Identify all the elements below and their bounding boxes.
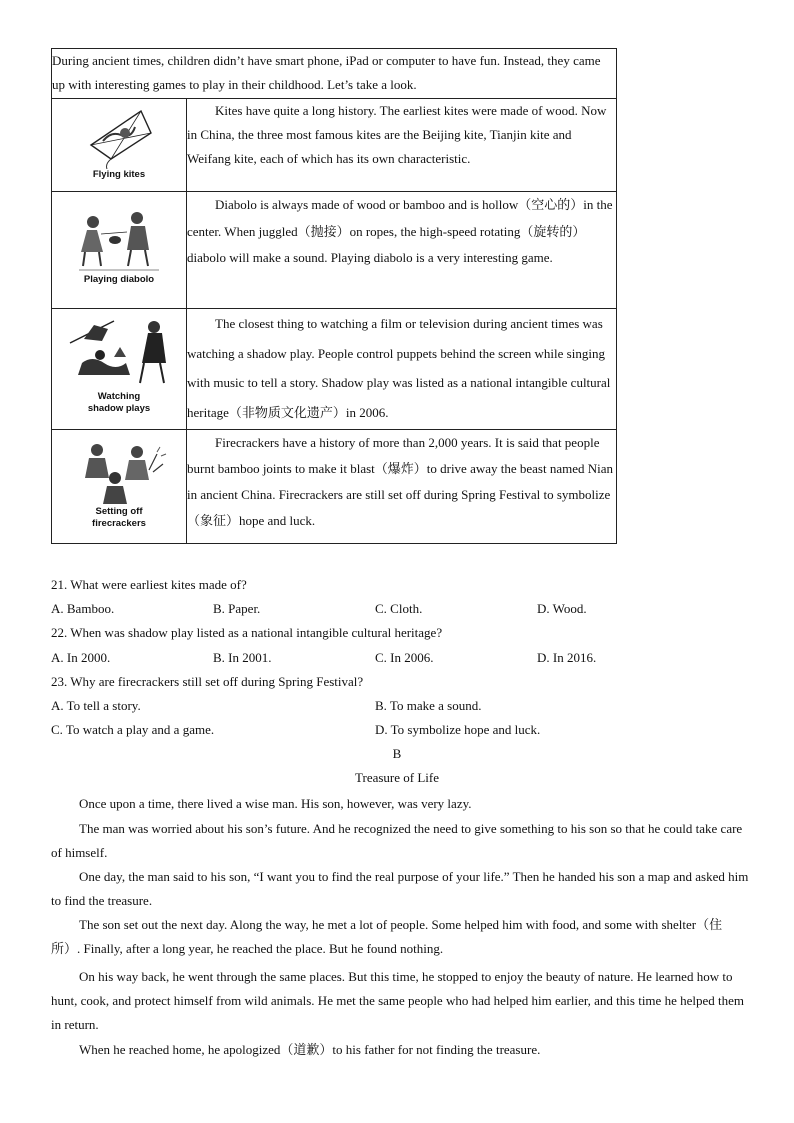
q23-option-c[interactable]: C. To watch a play and a game. (51, 722, 215, 737)
shadow-play-illustration (64, 317, 174, 391)
kite-picture-cell (52, 99, 187, 192)
q23-option-d[interactable]: D. To symbolize hope and luck. (375, 722, 541, 737)
q22-option-a[interactable]: A. In 2000. (51, 650, 111, 665)
shadow-play-caption-text: Watching shadow plays (87, 391, 151, 414)
intro-text: During ancient times, children didn’t have smart phone, iPad or computer to have fun. Instead, they came up with interesting games to play in their childhood. Let’s take a look. (52, 49, 617, 99)
q23-option-a[interactable]: A. To tell a story. (51, 698, 141, 713)
kite-illustration (81, 105, 157, 169)
firecracker-caption (52, 506, 186, 530)
question-22: 22. When was shadow play listed as a national intangible cultural heritage? (51, 625, 443, 640)
firecracker-caption-text: Setting off firecrackers (92, 506, 146, 529)
paragraph-5: On his way back, he went through the same places. But this time, he stopped to enjoy the beauty of nature. He learned how to hunt, cook, and protect himself from wild animals. He met the same people who had helped him earlier, and this time he helped them in return. (51, 969, 744, 1032)
paragraph-6: When he reached home, he apologized（道歉）to his father for not finding the treasure. (79, 1042, 541, 1057)
diabolo-text: Diabolo is always made of wood or bamboo and is hollow（空心的）in the center. When juggled（抛接）on ropes, the high-speed rotating（旋转的）diabolo will make a sound. Playing diabolo is a very interesting game. (187, 192, 617, 309)
paragraph-4: The son set out the next day. Along the way, he met a lot of people. Some helped him with food, and some with shelter（住所）. Finally, after a long year, he reached the place. But he found nothing. (51, 917, 723, 956)
paragraph-2: The man was worried about his son’s future. And he recognized the need to give something to his son so that he could take care of himself. (51, 821, 743, 860)
paragraph-3: One day, the man said to his son, “I want you to find the real purpose of your life.” Then he handed his son a map and asked him to find the treasure. (51, 869, 749, 908)
q21-option-a[interactable]: A. Bamboo. (51, 601, 115, 616)
firecracker-picture-cell (52, 430, 187, 544)
firecracker-text: Firecrackers have a history of more than 2,000 years. It is said that people burnt bamboo joints to make it blast（爆炸）to drive away the beast named Nian in ancient China. Firecrackers are still set off during Spring Festival to symbolize（象征）hope and luck. (187, 430, 617, 544)
paragraph-1: Once upon a time, there lived a wise man. His son, however, was very lazy. (79, 796, 472, 811)
question-21: 21. What were earliest kites made of? (51, 577, 247, 592)
section-letter: B (392, 746, 402, 761)
kite-caption: Flying kites (92, 169, 146, 180)
firecracker-illustration (71, 440, 167, 506)
q21-option-d[interactable]: D. Wood. (537, 601, 587, 616)
shadow-play-picture-cell (52, 309, 187, 430)
diabolo-illustration (71, 204, 167, 274)
shadow-play-caption (52, 391, 186, 415)
diabolo-caption: Playing diabolo (83, 274, 155, 285)
q21-option-c[interactable]: C. Cloth. (375, 601, 423, 616)
shadow-play-text: The closest thing to watching a film or television during ancient times was watching a shadow play. People control puppets behind the screen while singing with music to tell a story. Shadow play was listed as a national intangible cultural heritage（非物质文化遗产）in 2006. (187, 309, 617, 430)
games-table (51, 48, 617, 544)
kite-text: Kites have quite a long history. The earliest kites were made of wood. Now in China, the three most famous kites are the Beijing kite, Tianjin kite and Weifang kite, each of which has its own characteristic. (187, 99, 617, 192)
passage-title: Treasure of Life (355, 770, 439, 785)
q22-option-c[interactable]: C. In 2006. (375, 650, 434, 665)
q21-option-b[interactable]: B. Paper. (213, 601, 261, 616)
q22-option-b[interactable]: B. In 2001. (213, 650, 272, 665)
diabolo-picture-cell (52, 192, 187, 309)
q23-option-b[interactable]: B. To make a sound. (375, 698, 482, 713)
question-23: 23. Why are firecrackers still set off during Spring Festival? (51, 674, 364, 689)
q22-option-d[interactable]: D. In 2016. (537, 650, 597, 665)
